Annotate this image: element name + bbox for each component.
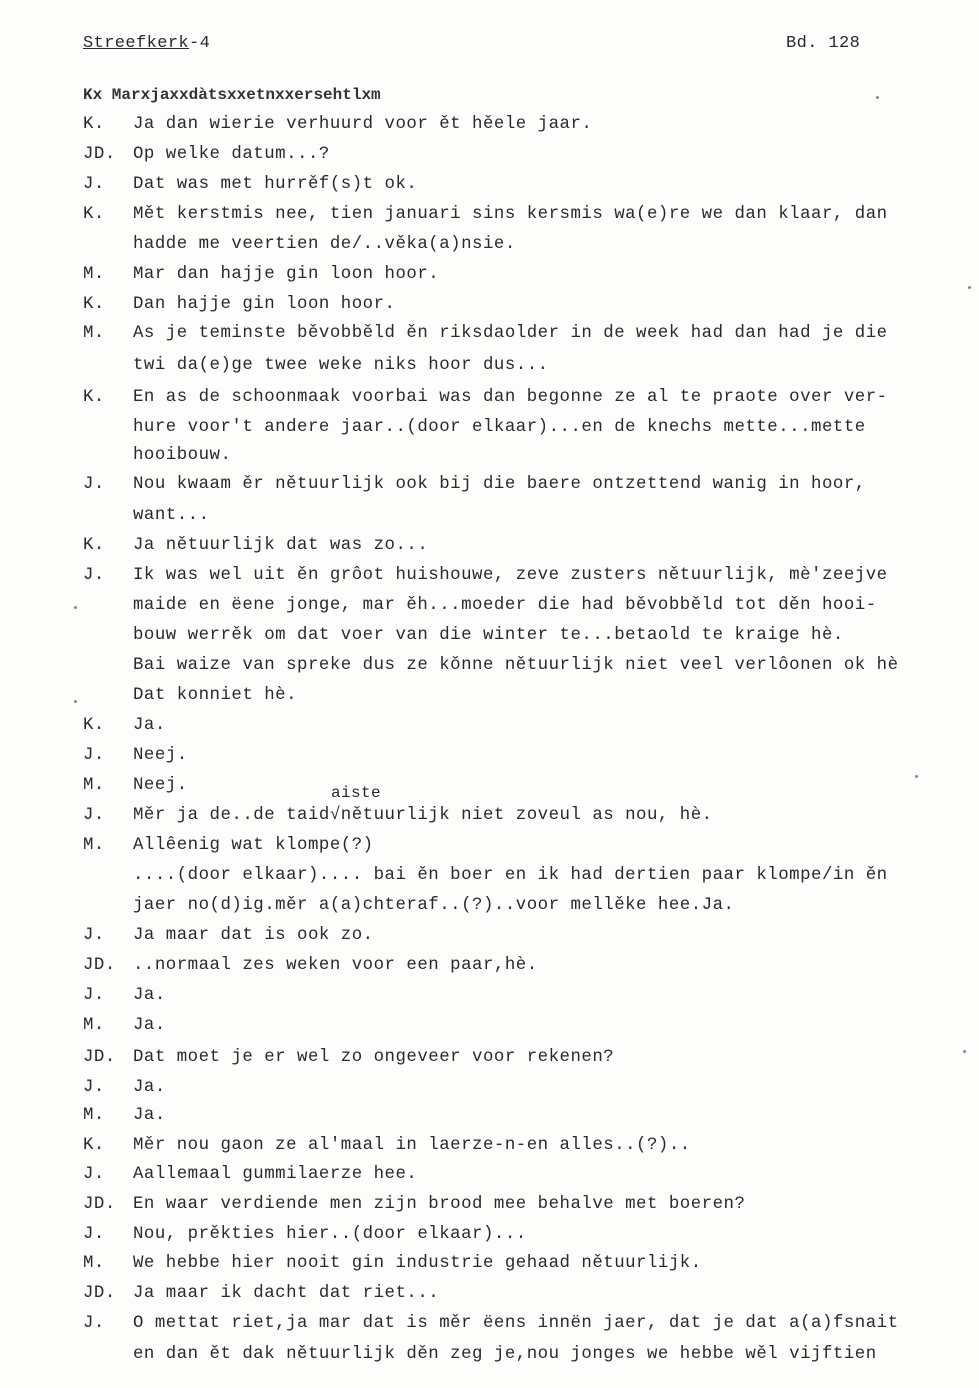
speck bbox=[963, 1050, 966, 1053]
speaker-label: J. bbox=[83, 1078, 105, 1097]
utterance-text: Neej. bbox=[133, 776, 188, 795]
speaker-label: K. bbox=[83, 295, 105, 314]
utterance-text: Mět kerstmis nee, tien januari sins kersmis wa(e)re we dan klaar, dan bbox=[133, 205, 888, 224]
utterance-text: maide en ëene jonge, mar ěh...moeder die had běvobběld tot děn hooi- bbox=[133, 596, 877, 615]
speaker-label: J. bbox=[83, 175, 105, 194]
document-title bbox=[83, 34, 210, 53]
utterance-text: Měr nou gaon ze al'maal in laerze-n-en alles..(?).. bbox=[133, 1136, 691, 1155]
utterance-text: Op welke datum...? bbox=[133, 145, 330, 164]
utterance-text: ..normaal zes weken voor een paar,hè. bbox=[133, 956, 538, 975]
speaker-label: K. bbox=[83, 536, 105, 555]
utterance-text: en dan ět dak nětuurlijk děn zeg je,nou jonges we hebbe wěl vijftien bbox=[133, 1345, 877, 1364]
utterance-text: Ik was wel uit ěn grôot huishouwe, zeve zusters nětuurlijk, mè'zeejve bbox=[133, 566, 888, 585]
speaker-label: J. bbox=[83, 986, 105, 1005]
speck bbox=[74, 700, 77, 703]
speaker-label: JD. bbox=[83, 956, 116, 975]
speaker-label: M. bbox=[83, 1106, 105, 1125]
speaker-label: J. bbox=[83, 746, 105, 765]
speck bbox=[915, 775, 918, 778]
utterance-text: O mettat riet,ja mar dat is měr ëens innën jaer, dat je dat a(a)fsnait bbox=[133, 1314, 899, 1333]
speaker-label: K. bbox=[83, 1136, 105, 1155]
utterance-text: We hebbe hier nooit gin industrie gehaad nětuurlijk. bbox=[133, 1254, 702, 1273]
speaker-label: JD. bbox=[83, 1048, 116, 1067]
utterance-text: Ja. bbox=[133, 716, 166, 735]
page-reference: Bd. 128 bbox=[786, 34, 861, 53]
utterance-text: Ja. bbox=[133, 1016, 166, 1035]
utterance-text: En as de schoonmaak voorbai was dan begonne ze al te praote over ver- bbox=[133, 388, 888, 407]
speaker-label: J. bbox=[83, 1165, 105, 1184]
speaker-label: M. bbox=[83, 776, 105, 795]
utterance-text: want... bbox=[133, 506, 210, 525]
utterance-text: As je teminste běvobběld ěn riksdaolder in de week had dan had je die bbox=[133, 324, 888, 343]
speck bbox=[74, 606, 77, 609]
utterance-text: Dat moet je er wel zo ongeveer voor rekenen? bbox=[133, 1048, 615, 1067]
speck bbox=[876, 96, 879, 99]
utterance-text: Neej. bbox=[133, 746, 188, 765]
utterance-text: Ja. bbox=[133, 986, 166, 1005]
utterance-text: hure voor't andere jaar..(door elkaar)...en de knechs mette...mette bbox=[133, 418, 866, 437]
utterance-text: Nou, prěkties hier..(door elkaar)... bbox=[133, 1225, 527, 1244]
utterance-text: Allêenig wat klompe(?) bbox=[133, 836, 374, 855]
utterance-text: hooibouw. bbox=[133, 446, 232, 465]
handwritten-insert-note: aiste bbox=[331, 784, 382, 802]
speaker-label: J. bbox=[83, 1225, 105, 1244]
title-prefix: Streefkerk bbox=[83, 34, 190, 53]
utterance-text: bouw werrěk om dat voer van die winter te...betaold te kraige hè. bbox=[133, 626, 844, 645]
speaker-label: M. bbox=[83, 1254, 105, 1273]
speaker-label: J. bbox=[83, 806, 105, 825]
speaker-label: J. bbox=[83, 1314, 105, 1333]
utterance-text: Mar dan hajje gin loon hoor. bbox=[133, 265, 440, 284]
speaker-label: K. bbox=[83, 388, 105, 407]
speck bbox=[968, 286, 971, 289]
speaker-label: M. bbox=[83, 836, 105, 855]
utterance-text: Ja maar ik dacht dat riet... bbox=[133, 1284, 440, 1303]
speaker-label: M. bbox=[83, 265, 105, 284]
utterance-text: Ja. bbox=[133, 1106, 166, 1125]
utterance-text: Dat was met hurrěf(s)t ok. bbox=[133, 175, 418, 194]
utterance-text: Ja maar dat is ook zo. bbox=[133, 926, 374, 945]
utterance-text: Měr ja de..de taid√nětuurlijk niet zoveul as nou, hè. bbox=[133, 806, 713, 825]
utterance-text: twi da(e)ge twee weke niks hoor dus... bbox=[133, 356, 549, 375]
utterance-text: Ja nětuurlijk dat was zo... bbox=[133, 536, 429, 555]
utterance-text: jaer no(d)ig.měr a(a)chteraf..(?)..voor mellěke hee.Ja. bbox=[133, 896, 735, 915]
utterance-text: En waar verdiende men zijn brood mee behalve met boeren? bbox=[133, 1195, 746, 1214]
speaker-label: JD. bbox=[83, 145, 116, 164]
struck-through-line: Kx Marxjaxxdàtsxxetnxxersehtlxm bbox=[83, 86, 381, 104]
utterance-text: Aallemaal gummilaerze hee. bbox=[133, 1165, 418, 1184]
speaker-label: K. bbox=[83, 115, 105, 134]
speaker-label: JD. bbox=[83, 1195, 116, 1214]
utterance-text: Nou kwaam ěr nětuurlijk ook bij die baere ontzettend wanig in hoor, bbox=[133, 475, 866, 494]
speaker-label: J. bbox=[83, 566, 105, 585]
utterance-text: hadde me veertien de/..věka(a)nsie. bbox=[133, 235, 516, 254]
speaker-label: K. bbox=[83, 205, 105, 224]
speaker-label: J. bbox=[83, 926, 105, 945]
speaker-label: JD. bbox=[83, 1284, 116, 1303]
speaker-label: K. bbox=[83, 716, 105, 735]
utterance-text: Dat konniet hè. bbox=[133, 686, 298, 705]
speaker-label: J. bbox=[83, 475, 105, 494]
speaker-label: M. bbox=[83, 1016, 105, 1035]
utterance-text: Ja. bbox=[133, 1078, 166, 1097]
utterance-text: Bai waize van spreke dus ze kǒnne nětuurlijk niet veel verlôonen ok hè bbox=[133, 656, 899, 675]
utterance-text: ....(door elkaar).... bai ěn boer en ik had dertien paar klompe/in ěn bbox=[133, 866, 888, 885]
utterance-text: Dan hajje gin loon hoor. bbox=[133, 295, 396, 314]
speaker-label: M. bbox=[83, 324, 105, 343]
utterance-text: Ja dan wierie verhuurd voor ět hěele jaar. bbox=[133, 115, 593, 134]
title-suffix: -4 bbox=[189, 34, 211, 53]
